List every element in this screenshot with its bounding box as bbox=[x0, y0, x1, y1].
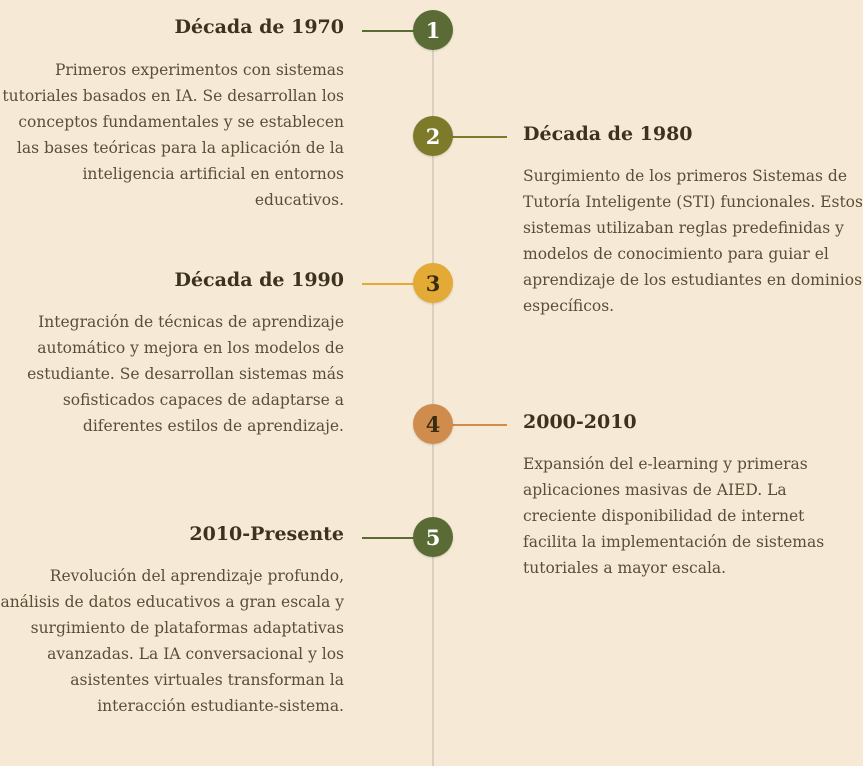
marker-2: 2 bbox=[413, 116, 453, 156]
event-title-4: 2000-2010 bbox=[523, 411, 637, 433]
marker-1: 1 bbox=[413, 10, 453, 50]
marker-4: 4 bbox=[413, 404, 453, 444]
connector-5 bbox=[362, 537, 414, 539]
connector-4 bbox=[452, 424, 507, 426]
marker-5: 5 bbox=[413, 517, 453, 557]
connector-1 bbox=[362, 30, 414, 32]
event-description-3: Integración de técnicas de aprendizaje automático y mejora en los modelos de estudiante. Se desarrollan sistemas más sofisticados capaces de adaptarse a diferentes estilos de aprendizaje. bbox=[27, 313, 344, 435]
event-description-4: Expansión del e-learning y primeras aplicaciones masivas de AIED. La creciente disponibilidad de internet facilita la implementación de sistemas tutoriales a mayor escala. bbox=[523, 455, 825, 577]
event-title-3: Década de 1990 bbox=[174, 269, 344, 291]
event-title-1: Década de 1970 bbox=[174, 16, 344, 38]
event-description-2: Surgimiento de los primeros Sistemas de Tutoría Inteligente (STI) funcionales. Estos sistemas utilizaban reglas predefinidas y modelos de conocimiento para guiar el aprendizaje de los estudiantes en dominios específicos. bbox=[523, 167, 863, 315]
connector-2 bbox=[452, 136, 507, 138]
event-description-5: Revolución del aprendizaje profundo, análisis de datos educativos a gran escala y surgimiento de plataformas adaptativas avanzadas. La IA conversacional y los asistentes virtuales transforman la interacción estudiante-sistema. bbox=[0, 567, 344, 715]
event-title-5: 2010-Presente bbox=[189, 523, 344, 545]
marker-3: 3 bbox=[413, 263, 453, 303]
connector-3 bbox=[362, 283, 414, 285]
event-description-1: Primeros experimentos con sistemas tutoriales basados en IA. Se desarrollan los conceptos fundamentales y se establecen las bases teóricas para la aplicación de la inteligencia artificial en entornos educativos. bbox=[2, 61, 344, 209]
event-title-2: Década de 1980 bbox=[523, 123, 693, 145]
